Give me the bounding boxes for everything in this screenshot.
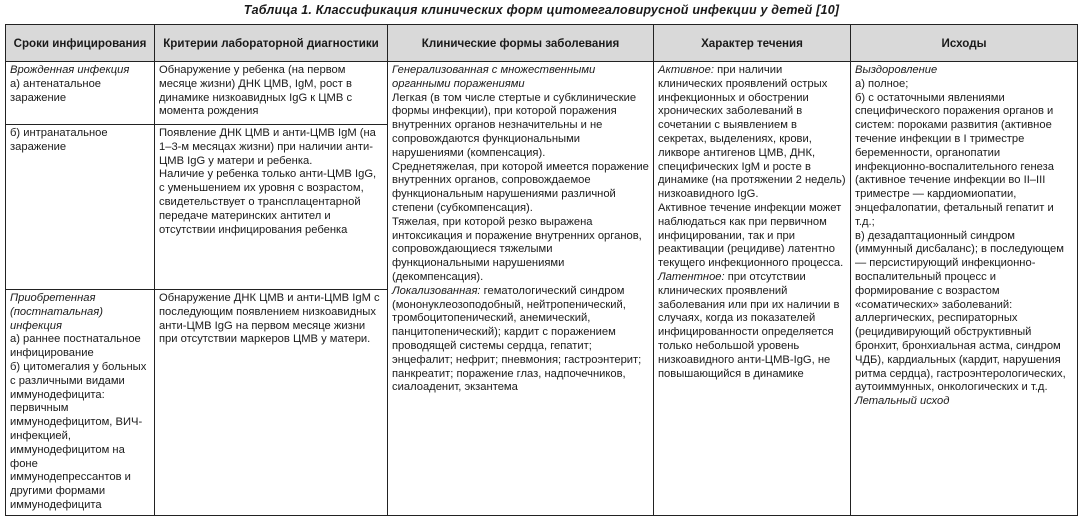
criteria-2: Появление ДНК ЦМВ и анти-ЦМВ IgM (на 1–3-м месяцах жизни) при наличии анти-ЦМВ IgG у матери и ребенка. — [159, 127, 376, 167]
generalized-title: Генерализованная с множественными органными поражениями — [392, 64, 596, 90]
criteria-4: Обнаружение ДНК ЦМВ и анти-ЦМВ IgM с последующим появлением низкоавидных анти-ЦМВ IgG на первом месяце жизни при отсутствии маркеров ЦМВ у матери. — [159, 292, 380, 346]
latent-text: при отсутствии клинических проявлений заболевания или при их наличии в случаях, когда из показателей инфицированности определяется только небольшой уровень низкоавидного анти-ЦМВ-IgG, не повышающийся в динамике — [658, 270, 840, 380]
acquired-block — [6, 289, 154, 515]
table-caption: Таблица 1. Классификация клинических форм цитомегаловирусной инфекции у детей [10] — [243, 3, 840, 17]
congenital-block — [6, 62, 154, 124]
active-text-2: Активное течение инфекции может наблюдаться как при первичном инфицировании, так и при реактивации (рецидиве) латентно текущего инфекционного процесса. — [658, 201, 844, 270]
acquired-title: Приобретенная (постнатальная) инфекция — [10, 292, 103, 332]
cell-clinical-forms — [388, 62, 654, 516]
criteria-3: Наличие у ребенка только анти-ЦМВ IgG, с уменьшением их уровня с возрастом, свидетельствует о трансплацентарной передаче материнских антител и отсутствии инфицирования ребенка — [159, 168, 377, 236]
criteria-1: Обнаружение у ребенка (на первом месяце жизни) ДНК ЦМВ, IgM, рост в динамике низкоавидных IgG к ЦМВ с момента рождения — [159, 64, 353, 118]
acquired-early: а) раннее постнатальное инфицирование — [10, 333, 141, 360]
header-course: Характер течения — [654, 25, 851, 62]
classification-table — [5, 24, 1078, 516]
header-outcomes: Исходы — [851, 25, 1078, 62]
criteria-block-1 — [155, 62, 387, 124]
recovery-full: а) полное; — [855, 77, 909, 90]
acquired-immunodeficiency: б) цитомегалия у больных с различными видами иммунодефицита: первичным иммунодефицитом, ВИЧ-инфекцией, иммунодефицитом на фоне иммунодепрессантов и другими формами иммунодефицита — [10, 360, 147, 511]
congenital-intranatal: б) интранатальное заражение — [10, 127, 108, 153]
lethal-outcome: Летальный исход — [855, 395, 950, 408]
recovery-maladaptation: в) дезадаптационный синдром (иммунный дисбаланс); в последующем — персистирующий инфекционно-воспалительный процесс и формирование с возрастом «соматических» заболеваний: аллергических, респираторных (рецидивирующий обструктивный бронхит, бронхиальная астма, синдром ЧДБ), кардиальных (кардит, нарушения ритма сердца), гастроэнтерологических, аутоиммунных, онкологических и т.д. — [855, 229, 1066, 394]
localized-block — [392, 285, 649, 395]
cell-lab-criteria — [155, 62, 388, 516]
form-severe: Тяжелая, при которой резко выражена интоксикация и поражение внутренних органов, сопровождающиеся тяжелыми функциональными нарушениями (декомпенсация). — [392, 215, 642, 283]
cell-outcomes — [851, 62, 1078, 516]
criteria-block-3 — [155, 289, 387, 349]
form-medium: Среднетяжелая, при которой имеется поражение внутренних органов, сопровождаемое функциональным нарушениями различной степени (субкомпенсация). — [392, 160, 649, 214]
latent-title: Латентное: — [658, 270, 725, 283]
localized-text: гематологический синдром (мононуклеозоподобный, нейтропенический, тромбоцитопенический, анемический, панцитопенический); кардит с поражением проводящей системы сердца, гепатит; энцефалит; нефрит; пневмония; гастроэнтерит; панкреатит; поражение глаз, надпочечников, сиалоаденит, экзантема — [392, 284, 642, 394]
congenital-antenatal: а) антенатальное заражение — [10, 77, 102, 104]
localized-title: Локализованная: — [392, 284, 481, 297]
header-clinical-forms: Клинические формы заболевания — [388, 25, 654, 62]
cell-course — [654, 62, 851, 516]
congenital-intranatal-block — [6, 124, 154, 289]
criteria-block-2 — [155, 124, 387, 289]
congenital-title: Врожденная инфекция — [10, 64, 130, 76]
active-title: Активное: — [658, 64, 714, 76]
active-block — [658, 64, 846, 202]
form-light: Легкая (в том числе стертые и субклинические формы инфекции), при которой поражения внутренних органов незначительны и не сопровождаются функциональными нарушениями (компенсация). — [392, 91, 637, 159]
header-row — [6, 25, 1078, 62]
active-text: при наличии клинических проявлений острых инфекционных и обострении хронических заболеваний в сочетании с выявлением в секретах, выделениях, крови, ликворе антигенов ЦМВ, ДНК, специфических IgM и росте в динамике (на протяжении 2 недель) низкоавидного IgG. — [658, 64, 846, 201]
cell-infection-period — [6, 62, 155, 516]
recovery-residual: б) с остаточными явлениями специфического поражения органов и систем: пороками развития (активное течение инфекции в I триместре беременности, органопатии инфекционно-воспалительного генеза (активное течение инфекции во II–III триместре — кардиомиопатии, энцефалопатии, фетальный гепатит и т.д.; — [855, 91, 1054, 228]
header-infection-period: Сроки инфицирования — [6, 25, 155, 62]
latent-block — [658, 271, 846, 381]
header-lab-criteria: Критерии лабораторной диагностики — [155, 25, 388, 62]
recovery-title: Выздоровление — [855, 64, 938, 76]
table-row — [6, 62, 1078, 516]
